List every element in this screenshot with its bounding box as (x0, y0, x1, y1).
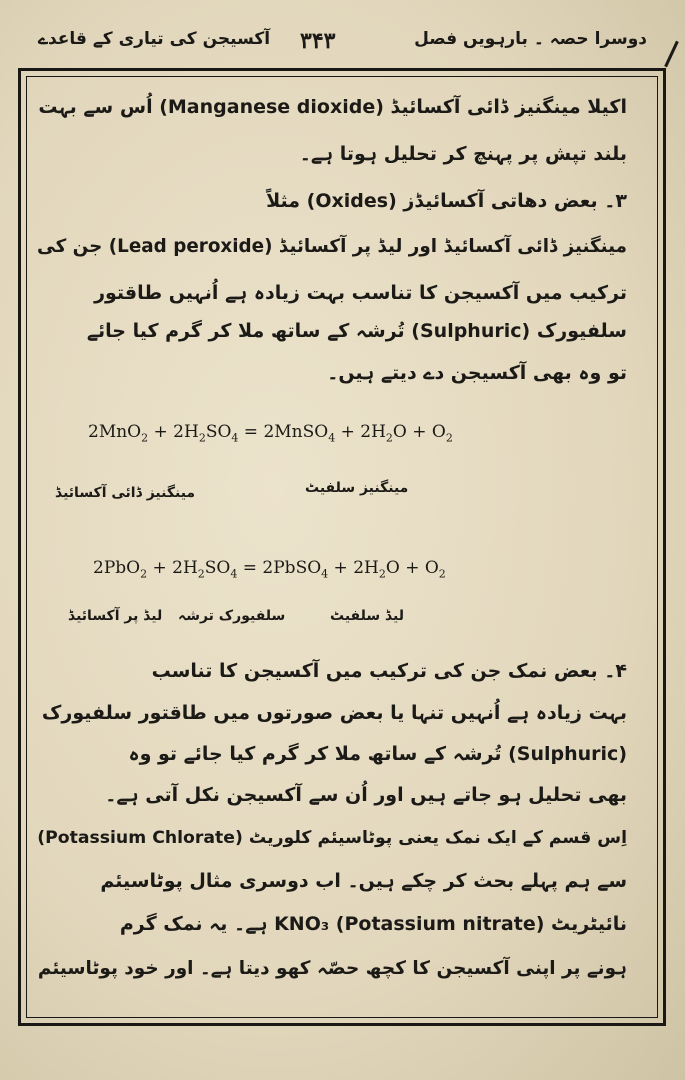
text-line: سے ہم پہلے بحث کر چکے ہیں۔ اب دوسری مثال پوٹاسیئم (100, 870, 627, 892)
equation-label: سلفیورک ترشہ (178, 608, 286, 624)
text-line: اِس قسم کے ایک نمک یعنی پوٹاسیئم کلوریٹ (Potassium Chlorate) (37, 828, 627, 848)
text-line: اکیلا مینگنیز ڈائی آکسائیڈ (Manganese dioxide) اُس سے بہت (38, 96, 627, 118)
text-line: ۴۔ بعض نمک جن کی ترکیب میں آکسیجن کا تناسب (151, 660, 627, 682)
text-line: ترکیب میں آکسیجن کا تناسب بہت زیادہ ہے اُنہیں طاقتور (94, 282, 627, 304)
equation-label: لیڈ پر آکسائیڈ (68, 608, 163, 624)
equation-label: مینگنیز ڈائی آکسائیڈ (55, 485, 196, 501)
text-line: سلفیورک (Sulphuric) تُرشہ کے ساتھ ملا کر گرم کیا جائے (86, 320, 627, 342)
equation-label: لیڈ سلفیٹ (330, 608, 405, 624)
text-line: بلند تپش پر پہنچ کر تحلیل ہوتا ہے۔ (299, 143, 627, 165)
text-line: ۳۔ بعض دھاتی آکسائیڈز (Oxides) مثلاً (266, 190, 627, 212)
text-line: ہونے پر اپنی آکسیجن کا کچھ حصّہ کھو دیتا ہے۔ اور خود پوٹاسیئم (37, 958, 627, 979)
text-line: بہت زیادہ ہے اُنہیں تنہا یا بعض صورتوں میں طاقتور سلفیورک (41, 702, 627, 724)
text-line: نائیٹریٹ (KNO₃ (Potassium nitrate ہے۔ یہ نمک گرم (119, 913, 627, 935)
text-line: تو وہ بھی آکسیجن دے دیتے ہیں۔ (327, 362, 627, 384)
running-header-chapter: دوسرا حصہ ۔ بارہویں فصل (414, 29, 647, 49)
text-line: بھی تحلیل ہو جاتے ہیں اور اُن سے آکسیجن نکل آتی ہے۔ (105, 784, 627, 806)
pen-mark (664, 41, 679, 68)
page-number: ۳۴۳ (300, 28, 336, 54)
text-line: مینگنیز ڈائی آکسائیڈ اور لیڈ پر آکسائیڈ (Lead peroxide) جن کی (37, 236, 627, 257)
text-line: (Sulphuric) تُرشہ کے ساتھ ملا کر گرم کیا جائے تو وہ (128, 743, 627, 765)
running-header-topic: آکسیجن کی تیاری کے قاعدے (38, 29, 271, 49)
chemical-equation-2: $2PbO_2 + 2H_2SO_4$ = 2PbSO$_4$ + $2H_2O + O_2$ (93, 558, 446, 581)
equation-label: مینگنیز سلفیٹ (305, 480, 409, 496)
chemical-equation-1: $2MnO_2 + 2H_2SO_4$ = 2MnSO$_4$ + $2H_2O + O_2$ (88, 422, 453, 445)
